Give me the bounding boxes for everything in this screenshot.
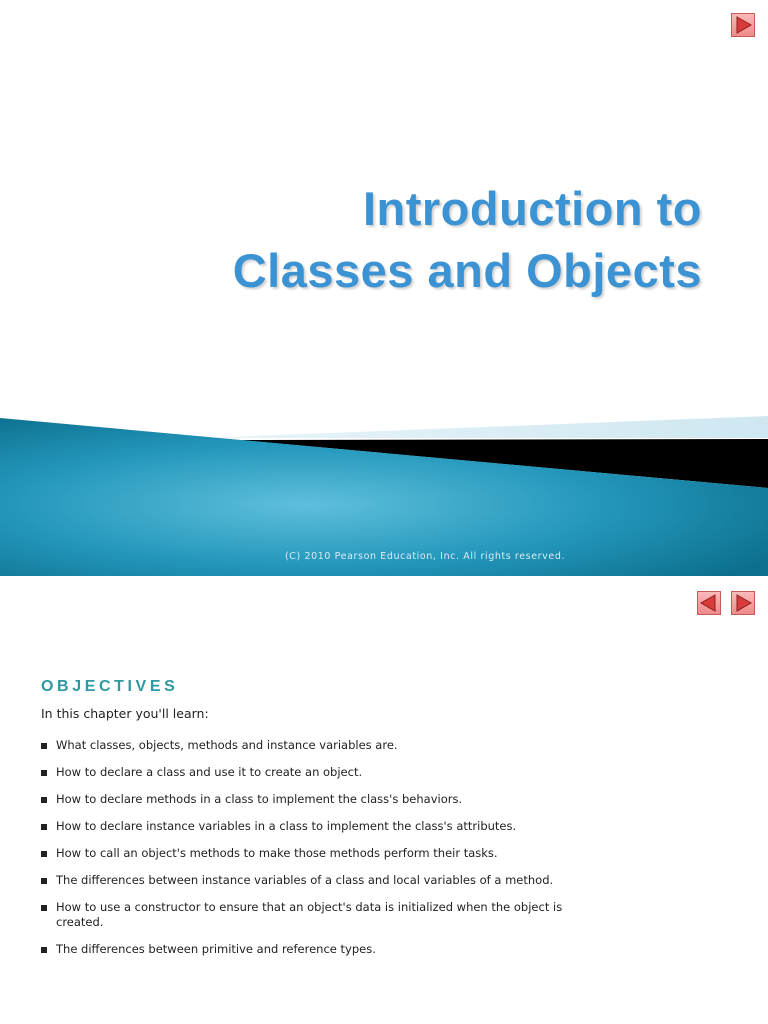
copyright-text: (C) 2010 Pearson Education, Inc. All rights reserved. [285, 551, 566, 562]
next-slide-button[interactable] [731, 13, 755, 37]
slide-title-line-2: Classes and Objects [232, 244, 702, 297]
objectives-intro: In this chapter you'll learn: [41, 706, 209, 721]
objective-text: How to use a constructor to ensure that an object's data is initialized when the object is created. [56, 900, 563, 929]
objectives-slide [0, 580, 768, 1024]
square-bullet-icon [41, 824, 47, 830]
objectives-list [41, 738, 586, 969]
list-item [41, 846, 586, 861]
next-arrow-icon [732, 592, 754, 614]
objective-text: How to call an object's methods to make those methods perform their tasks. [56, 846, 498, 860]
square-bullet-icon [41, 905, 47, 911]
square-bullet-icon [41, 743, 47, 749]
square-bullet-icon [41, 947, 47, 953]
objectives-heading: OBJECTIVES [41, 678, 179, 695]
list-item [41, 738, 586, 753]
objective-text: How to declare instance variables in a class to implement the class's attributes. [56, 819, 517, 833]
slide-title-line-1: Introduction to [362, 182, 702, 235]
objective-text: How to declare methods in a class to implement the class's behaviors. [56, 792, 463, 806]
next-arrow-icon [732, 14, 754, 36]
previous-arrow-icon [698, 592, 720, 614]
objective-text: The differences between primitive and reference types. [56, 942, 376, 956]
objective-text: What classes, objects, methods and instance variables are. [56, 738, 398, 752]
square-bullet-icon [41, 797, 47, 803]
square-bullet-icon [41, 770, 47, 776]
list-item [41, 792, 586, 807]
next-slide-button[interactable] [731, 591, 755, 615]
square-bullet-icon [41, 851, 47, 857]
list-item [41, 942, 586, 957]
previous-slide-button[interactable] [697, 591, 721, 615]
list-item [41, 765, 586, 780]
list-item [41, 900, 586, 930]
square-bullet-icon [41, 878, 47, 884]
objective-text: The differences between instance variables of a class and local variables of a method. [56, 873, 554, 887]
list-item [41, 873, 586, 888]
list-item [41, 819, 586, 834]
objective-text: How to declare a class and use it to create an object. [56, 765, 363, 779]
